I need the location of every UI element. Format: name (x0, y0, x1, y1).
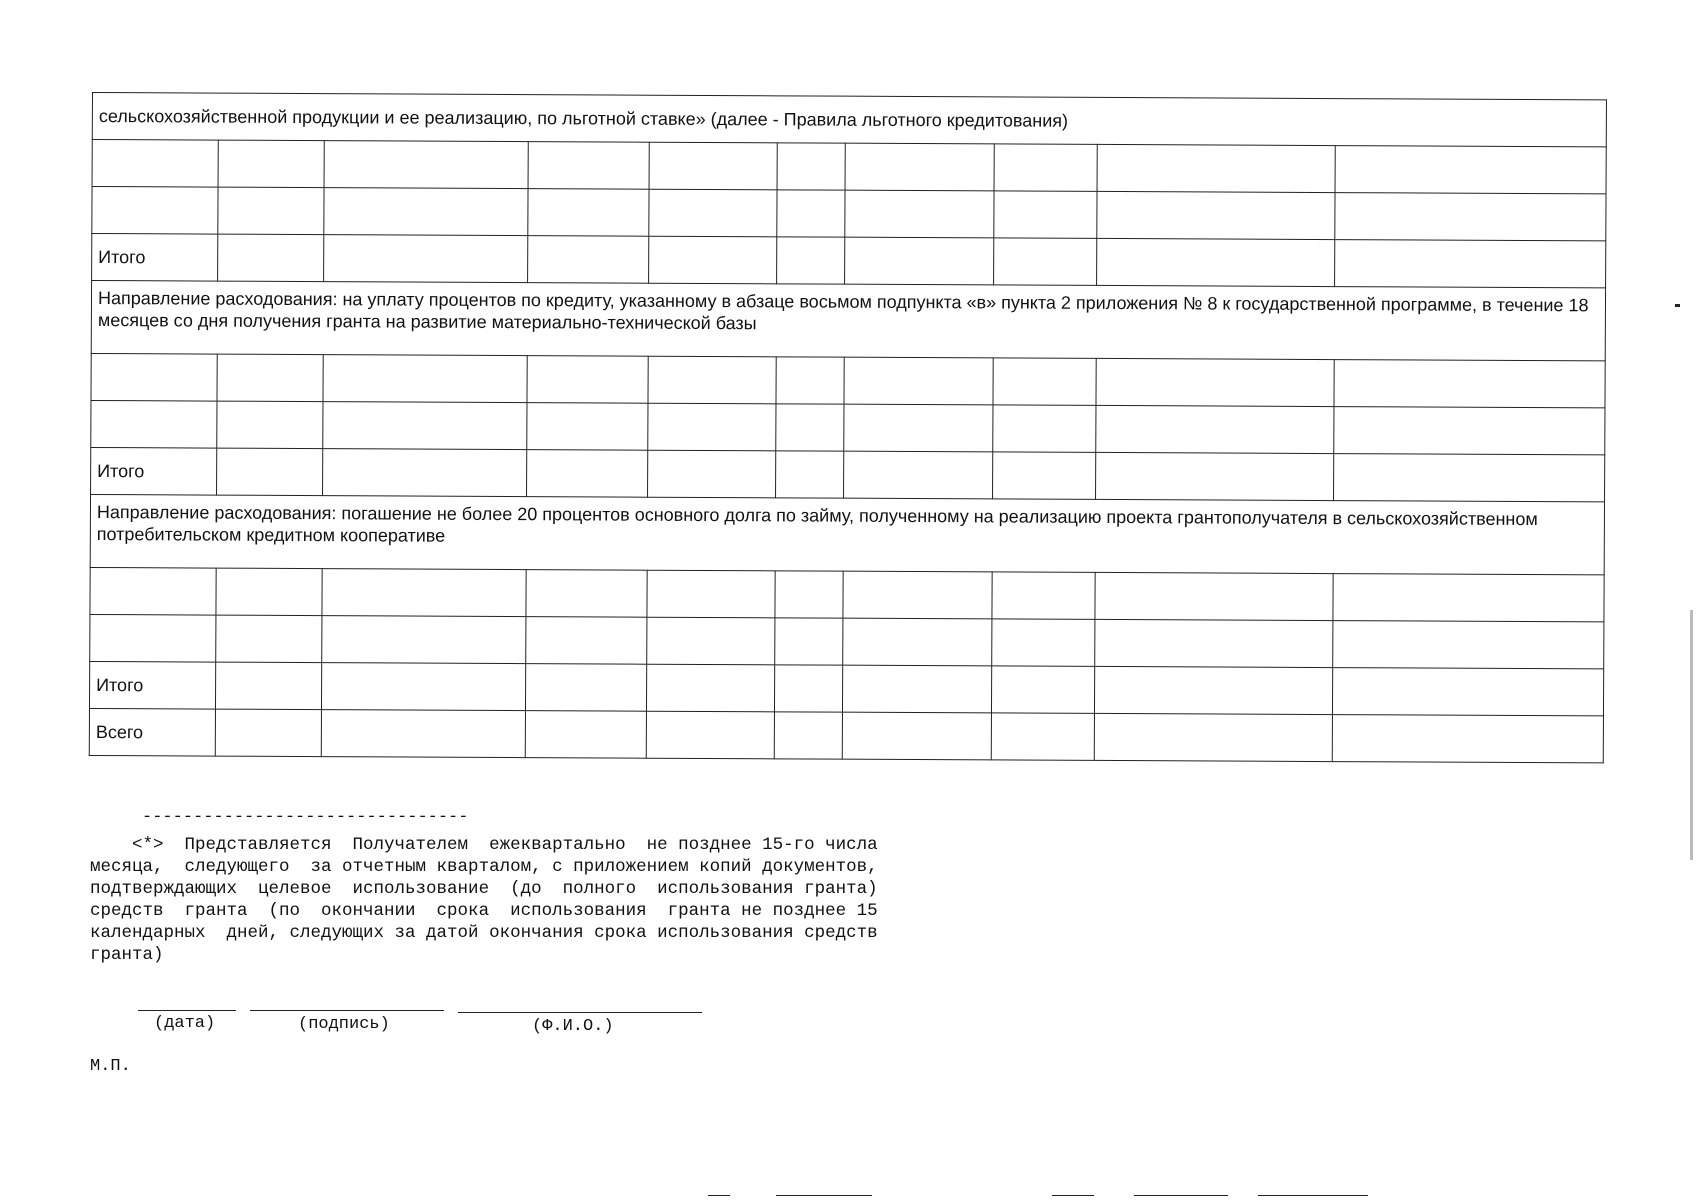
table-cell[interactable] (777, 143, 845, 190)
itogo-label: Итого (89, 661, 215, 709)
table-cell[interactable] (994, 191, 1097, 239)
table-cell[interactable] (777, 237, 845, 284)
table-cell[interactable] (649, 189, 777, 237)
table-row (91, 447, 1605, 501)
table-cell[interactable] (843, 571, 992, 619)
table-cell[interactable] (90, 614, 216, 662)
table-cell[interactable] (647, 617, 775, 665)
table-cell[interactable] (218, 234, 324, 282)
table-cell[interactable] (92, 140, 218, 188)
table-cell[interactable] (1332, 715, 1603, 763)
table-cell[interactable] (646, 711, 774, 759)
table-cell[interactable] (1095, 619, 1333, 667)
table-row (92, 140, 1606, 194)
table-cell[interactable] (648, 403, 776, 451)
stamp-placeholder: М.П. (90, 1057, 131, 1076)
table-cell[interactable] (775, 571, 843, 618)
table-cell[interactable] (777, 190, 845, 237)
table-row (92, 234, 1606, 288)
table-cell[interactable] (324, 188, 528, 236)
table-cell[interactable] (216, 568, 322, 616)
table-row (91, 400, 1605, 454)
table-cell[interactable] (1095, 572, 1333, 620)
signature-label: (подпись) (298, 1015, 390, 1034)
table-cell[interactable] (1333, 621, 1604, 669)
table-cell[interactable] (526, 570, 647, 618)
fio-label: (Ф.И.О.) (532, 1017, 614, 1036)
table-cell[interactable] (993, 405, 1096, 453)
table-cell[interactable] (776, 451, 844, 498)
table-cell[interactable] (1097, 238, 1335, 286)
scan-artifact (1258, 1195, 1368, 1196)
table-cell[interactable] (525, 664, 646, 712)
table-cell[interactable] (991, 666, 1094, 714)
table-cell[interactable] (776, 357, 844, 404)
scan-artifact (1134, 1195, 1228, 1196)
table-cell[interactable] (324, 141, 528, 189)
table-cell[interactable] (844, 357, 993, 405)
fio-line[interactable] (458, 1012, 702, 1013)
table-cell[interactable] (90, 567, 216, 615)
table-cell[interactable] (1096, 358, 1334, 406)
scan-artifact (708, 1195, 730, 1196)
table-cell[interactable] (845, 237, 994, 285)
table-cell[interactable] (1335, 193, 1606, 241)
table-cell[interactable] (1334, 407, 1605, 455)
table-cell[interactable] (843, 618, 992, 666)
table-cell[interactable] (527, 403, 648, 451)
scan-artifact (1690, 610, 1693, 860)
table-cell[interactable] (842, 712, 991, 760)
table-cell[interactable] (91, 400, 217, 448)
section3-heading: Направление расходования: погашение не более 20 процентов основного долга по займу, полученному на реализацию проекта грантополучателя в сельскохозяйственном потребительском кредитном кооперативе (90, 494, 1604, 574)
footnote-text: <*> Представляется Получателем ежеквартально не позднее 15-го числа месяца, следующего за отчетным кварталом, с приложением копий документов, подтверждающих целевое использование (до полного использования гранта) средств гранта (по окончании срока использования гранта не позднее 15 календарных дней, следующих за датой окончания срока использования средств гранта) (90, 835, 878, 965)
table-cell[interactable] (994, 238, 1097, 286)
table-cell[interactable] (1097, 144, 1335, 192)
table-cell[interactable] (992, 572, 1095, 620)
table-cell[interactable] (992, 619, 1095, 667)
table-cell[interactable] (776, 404, 844, 451)
table-cell[interactable] (991, 713, 1094, 761)
table-cell[interactable] (994, 144, 1097, 192)
table-cell[interactable] (528, 189, 649, 237)
table-cell[interactable] (321, 710, 525, 758)
table-cell[interactable] (845, 190, 994, 238)
table-cell[interactable] (91, 353, 217, 401)
table-cell[interactable] (844, 451, 993, 499)
table-cell[interactable] (321, 663, 525, 711)
table-cell[interactable] (528, 236, 649, 284)
table-cell[interactable] (1335, 240, 1606, 288)
table-cell[interactable] (528, 142, 649, 190)
table-row (91, 353, 1605, 407)
vsego-label: Всего (89, 708, 215, 756)
itogo-label: Итого (91, 447, 217, 495)
table-cell[interactable] (993, 358, 1096, 406)
table-cell[interactable] (775, 618, 843, 665)
table-cell[interactable] (1096, 452, 1334, 500)
table-cell[interactable] (322, 569, 526, 617)
table-cell[interactable] (527, 356, 648, 404)
table-cell[interactable] (217, 401, 323, 449)
table-cell[interactable] (323, 449, 527, 497)
table-cell[interactable] (1334, 454, 1605, 502)
table-cell[interactable] (648, 450, 776, 498)
table-cell[interactable] (525, 711, 646, 759)
table-row (90, 614, 1604, 668)
table-row (89, 661, 1603, 715)
table-cell[interactable] (648, 356, 776, 404)
table-cell[interactable] (649, 142, 777, 190)
table-cell[interactable] (217, 448, 323, 496)
table-cell[interactable] (322, 616, 526, 664)
table-cell[interactable] (218, 187, 324, 235)
table-cell[interactable] (526, 617, 647, 665)
table-cell[interactable] (649, 236, 777, 284)
table-cell[interactable] (324, 235, 528, 283)
table-cell[interactable] (323, 355, 527, 403)
date-label: (дата) (154, 1014, 216, 1033)
table-cell[interactable] (215, 709, 321, 757)
date-line[interactable] (138, 1010, 236, 1011)
scan-artifact (1052, 1195, 1094, 1196)
table-cell[interactable] (217, 354, 323, 402)
table-cell[interactable] (1097, 191, 1335, 239)
table-cell[interactable] (1096, 405, 1334, 453)
table-cell[interactable] (1333, 574, 1604, 622)
table-cell[interactable] (774, 665, 842, 712)
table-row (92, 187, 1606, 241)
signature-line[interactable] (250, 1010, 444, 1011)
table-cell[interactable] (1335, 146, 1606, 194)
table-cell[interactable] (216, 615, 322, 663)
expense-report-table (89, 92, 1607, 763)
table-cell[interactable] (1332, 668, 1603, 716)
table-cell[interactable] (527, 450, 648, 498)
table-cell[interactable] (844, 404, 993, 452)
table-cell[interactable] (1094, 713, 1332, 761)
table-cell[interactable] (1334, 360, 1605, 408)
table-cell[interactable] (215, 662, 321, 710)
table-cell[interactable] (1094, 666, 1332, 714)
table-cell[interactable] (647, 570, 775, 618)
footnote-separator: -------------------------------- (142, 808, 469, 827)
table-cell[interactable] (92, 187, 218, 235)
table-row (91, 281, 1605, 361)
scan-artifact (776, 1195, 872, 1196)
itogo-label: Итого (92, 234, 218, 282)
table-row (89, 708, 1603, 762)
table-cell[interactable] (323, 402, 527, 450)
table-cell[interactable] (842, 665, 991, 713)
scan-artifact (1675, 304, 1680, 307)
table-row (90, 494, 1604, 574)
table-row (90, 567, 1604, 621)
table-cell[interactable] (993, 452, 1096, 500)
table-cell[interactable] (845, 143, 994, 191)
section2-heading: Направление расходования: на уплату процентов по кредиту, указанному в абзаце восьмом подпункта «в» пункта 2 приложения № 8 к государственной программе, в течение 18 месяцев со дня получения гранта на развитие материально-технической базы (91, 281, 1605, 361)
table-cell[interactable] (218, 140, 324, 188)
section1-heading: сельскохозяйственной продукции и ее реализацию, по льготной ставке» (далее - Правила льготного кредитования) (92, 93, 1606, 147)
table-cell[interactable] (774, 712, 842, 759)
table-cell[interactable] (646, 664, 774, 712)
table-row (92, 93, 1606, 147)
